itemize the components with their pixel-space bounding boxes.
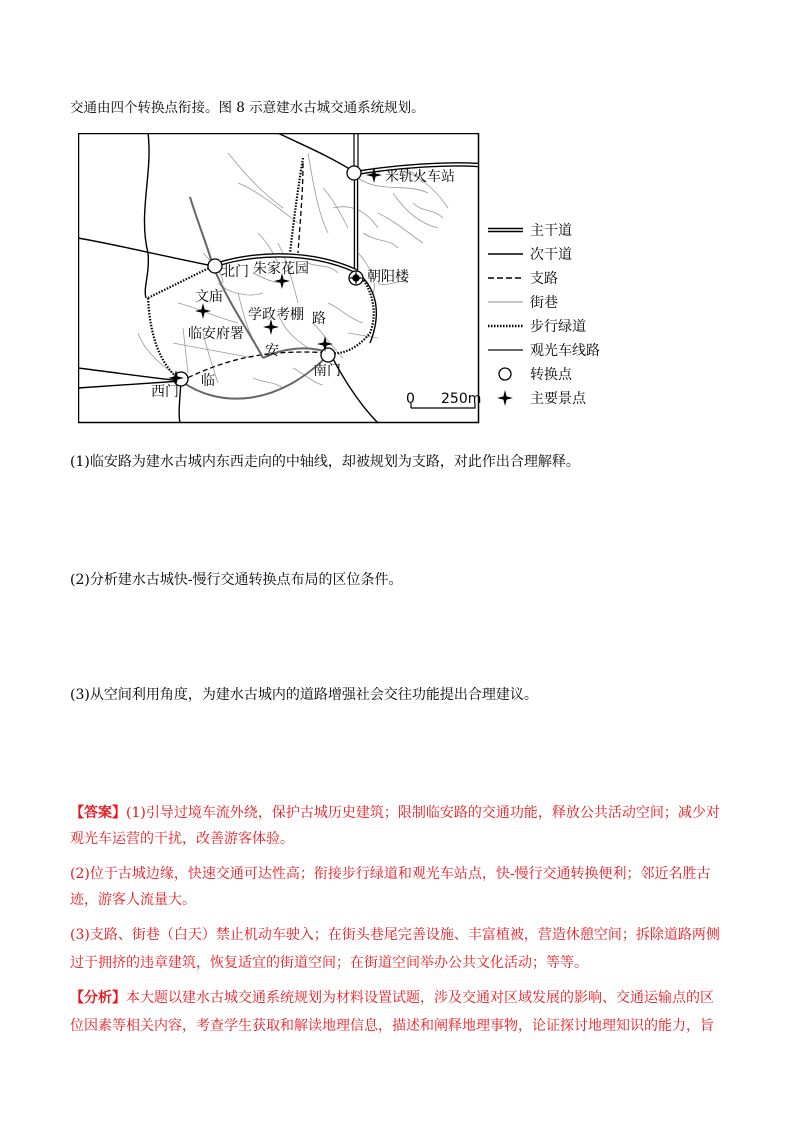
legend-alley (488, 295, 558, 311)
legend (488, 223, 600, 407)
label-ximen: 西门 (151, 384, 179, 400)
legend-secondary-road (488, 247, 572, 263)
label-mijiu-station: 米轨火车站 (385, 169, 455, 185)
legend-main-road (488, 223, 572, 239)
label-lu: 路 (312, 311, 326, 327)
answer-line-5: (3)支路、街巷（白天）禁止机动车驶入；在街头巷尾完善设施、丰富植被，营造休憩空间；拆除道路两侧 (70, 927, 720, 943)
svg-text:支路: 支路 (530, 271, 558, 287)
label-wenmiao: 文庙 (195, 289, 223, 305)
answer-tag: 【答案】 (70, 805, 126, 821)
scale-zero: 0 (406, 391, 415, 407)
label-an: 安 (265, 343, 279, 359)
legend-greenway (488, 318, 586, 335)
answer-text-1: (1)引导过境车流外绕，保护古城历史建筑；限制临安路的交通功能，释放公共活动空间；减少对 (126, 805, 720, 821)
label-lin: 临 (201, 373, 215, 389)
transport-map (78, 133, 638, 425)
answer-line-6: 过于拥挤的违章建筑，恢复适宜的街道空间；在街道空间举办公共文化活动；等等。 (70, 955, 588, 971)
svg-text:主干道: 主干道 (530, 223, 572, 239)
svg-text:步行绿道: 步行绿道 (530, 319, 586, 335)
label-zhujia-garden: 朱家花园 (253, 261, 309, 277)
scale-distance: 250m (441, 391, 482, 407)
label-linanfu: 临安府署 (188, 326, 244, 342)
main-roads (213, 133, 478, 271)
svg-text:次干道: 次干道 (530, 247, 572, 263)
answer-line-2: 观光车运营的干扰，改善游客体验。 (70, 831, 294, 847)
label-beimen: 北门 (221, 264, 249, 280)
legend-bus-route (488, 342, 600, 359)
analysis-tag: 【分析】 (70, 990, 126, 1006)
answer-line-4: 迹，游客人流量大。 (70, 892, 196, 908)
legend-branch-road (488, 270, 558, 287)
svg-text:观光车线路: 观光车线路 (530, 343, 600, 359)
svg-text:转换点: 转换点 (530, 367, 572, 383)
scale-bar (406, 391, 481, 408)
intro-text: 交通由四个转换点衔接。图 8 示意建水古城交通系统规划。 (70, 100, 425, 116)
svg-text:街巷: 街巷 (530, 295, 558, 311)
svg-text:主要景点: 主要景点 (530, 391, 586, 407)
label-xuezheng: 学政考棚 (248, 307, 304, 323)
question-1: (1)临安路为建水古城内东西走向的中轴线，却被规划为支路，对此作出合理解释。 (70, 454, 580, 470)
analysis-line-1 (70, 988, 714, 1008)
legend-transfer-point (499, 366, 573, 383)
analysis-text-1: 本大题以建水古城交通系统规划为材料设置试题，涉及交通对区域发展的影响、交通运输点的区 (126, 990, 714, 1006)
question-2: (2)分析建水古城快-慢行交通转换点布局的区位条件。 (70, 572, 403, 588)
label-chaoyang-tower: 朝阳楼 (367, 269, 409, 285)
answer-line-3: (2)位于古城边缘，快速交通可达性高；衔接步行绿道和观光车站点，快-慢行交通转换便利；邻近名胜古 (70, 866, 711, 882)
answer-line-1 (70, 803, 720, 823)
question-3: (3)从空间利用角度，为建水古城内的道路增强社会交往功能提出合理建议。 (70, 687, 538, 703)
label-nanmen: 南门 (313, 363, 341, 379)
analysis-line-2: 位因素等相关内容，考查学生获取和解读地理信息，描述和阐释地理事物，论证探讨地理知识的能力，旨 (70, 1018, 714, 1034)
legend-scenic-spot (497, 390, 587, 407)
